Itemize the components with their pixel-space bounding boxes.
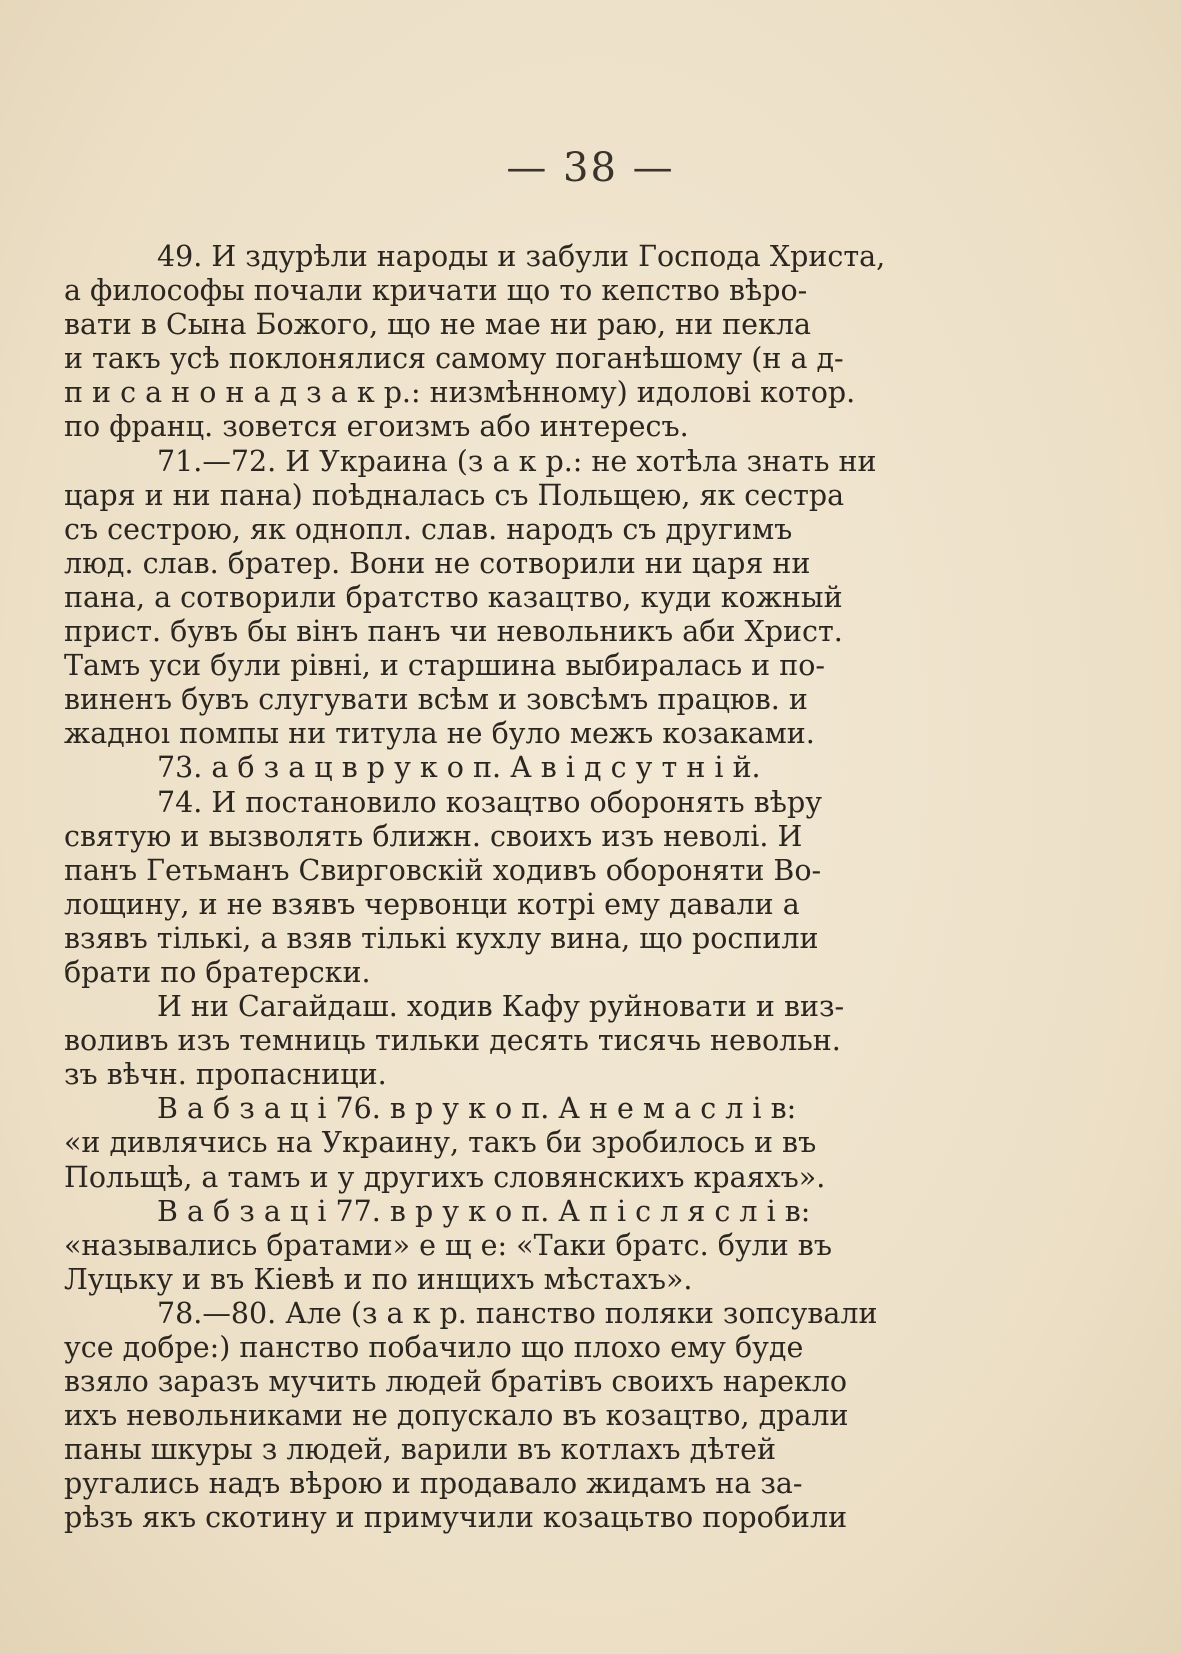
- text-line: Тамъ уси були рівні, и старшина выбиралась и по-: [64, 649, 826, 683]
- page-number: — 38 —: [506, 145, 675, 191]
- text-line: усе добре:) панство побачило що плохо ему буде: [64, 1331, 804, 1364]
- text-line: съ сестрою, як однопл. слав. народъ съ другимъ: [64, 512, 793, 546]
- text-line: Польщѣ, а тамъ и у другихъ словянскихъ краяхъ».: [64, 1160, 826, 1194]
- text-line: паны шкуры з людей, варили въ котлахъ дѣтей: [64, 1433, 776, 1467]
- text-line: брати по братерски.: [64, 955, 371, 989]
- text-line: ругались надъ вѣрою и продавало жидамъ на за-: [64, 1467, 803, 1501]
- text-line: 73. а б з а ц в р у к о п. А в і д с у т н і й.: [157, 751, 761, 785]
- text-line: воливъ изъ темниць тильки десять тисячь невольн.: [64, 1024, 841, 1058]
- text-line: а философы почали кричати що то кепство вѣро-: [64, 274, 808, 308]
- text-line: 78.—80. Але (з а к р. панство поляки зопсували: [157, 1296, 878, 1330]
- text-line: «и дивлячись на Украину, такъ би зробилось и въ: [64, 1126, 817, 1160]
- text-line: В а б з а ц і 77. в р у к о п. А п і с л я с л і в:: [157, 1194, 811, 1228]
- text-line: святую и вызволять ближн. своихъ изъ неволі. И: [64, 819, 803, 853]
- text-line: панъ Гетьманъ Свирговскій ходивъ обороняти Во-: [64, 853, 822, 887]
- text-line: взяло заразъ мучить людей братівъ своихъ нарекло: [64, 1365, 848, 1399]
- text-line: и такъ усѣ поклонялися самому поганѣшому (н а д-: [64, 342, 844, 376]
- text-line: ихъ невольниками не допускало въ козацтво, драли: [64, 1399, 849, 1433]
- text-line: люд. слав. братер. Вони не сотворили ни царя ни: [64, 546, 811, 580]
- text-line: 49. И здурѣли народы и забули Господа Христа,: [157, 240, 886, 273]
- text-line: Луцьку и въ Кіевѣ и по инщихъ мѣстахъ».: [64, 1262, 693, 1296]
- text-line: царя и ни пана) поѣдналась съ Польщею, як сестра: [64, 478, 845, 512]
- text-line: пана, а сотворили братство казацтво, куди кожный: [64, 580, 843, 614]
- text-line: «назывались братами» е щ е: «Таки братс. були въ: [64, 1228, 832, 1262]
- text-line: вати в Сына Божого, що не мае ни раю, ни пекла: [64, 308, 811, 342]
- text-line: прист. бувъ бы вінъ панъ чи невольникъ аби Христ.: [64, 615, 843, 649]
- text-line: 71.—72. И Украина (з а к р.: не хотѣла знать ни: [157, 444, 877, 478]
- text-line: В а б з а ц і 76. в р у к о п. А н е м а с л і в:: [157, 1092, 797, 1126]
- text-line: жадноı помпы ни титула не було межъ козаками.: [64, 717, 815, 751]
- text-line: 74. И постановило козацтво оборонять вѣру: [157, 785, 822, 819]
- text-line: по франц. зовется егоизмъ або интересъ.: [64, 410, 689, 444]
- text-line: взявъ тількі, а взяв тількі кухлу вина, що роспили: [64, 921, 819, 955]
- body-text: [64, 240, 1144, 1536]
- text-line: рѣзъ якъ скотину и примучили козацьтво поробили: [64, 1501, 848, 1535]
- text-line: зъ вѣчн. пропасници.: [64, 1058, 387, 1092]
- text-line: И ни Сагайдаш. ходив Кафу руйновати и виз-: [157, 990, 845, 1024]
- text-line: лощину, и не взявъ червонци котрі ему давали а: [64, 887, 800, 921]
- text-line: виненъ бувъ слугувати всѣм и зовсѣмъ працюв. и: [64, 683, 808, 717]
- text-line: п и с а н о н а д з а к р.: низмѣнному) идолові котор.: [64, 376, 856, 410]
